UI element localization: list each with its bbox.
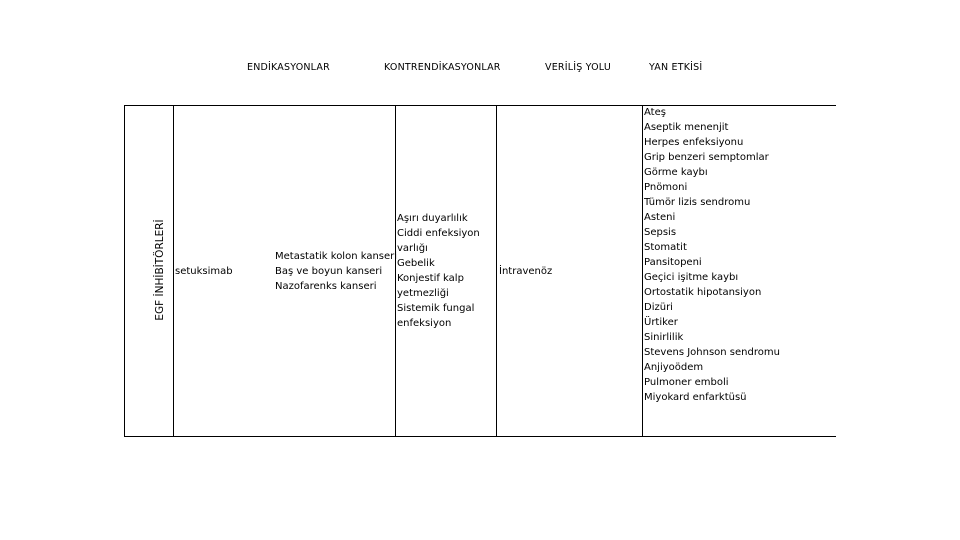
yan-etkisi-cell: [644, 105, 780, 405]
list-item: Görme kaybı: [644, 167, 708, 178]
verilis-yolu-cell: İntravenöz: [499, 266, 553, 277]
column-divider: [173, 106, 174, 436]
list-item: Asteni: [644, 212, 676, 223]
header-verilis-yolu: VERİLİŞ YOLU: [545, 62, 611, 73]
list-item: Nazofarenks kanseri: [275, 281, 377, 292]
list-item: Konjestif kalp: [397, 273, 464, 284]
list-item: Pulmoner emboli: [644, 377, 729, 388]
list-item: Ciddi enfeksiyon: [397, 228, 480, 239]
list-item: Ürtiker: [644, 317, 678, 328]
list-item: varlığı: [397, 243, 428, 254]
list-item: Herpes enfeksiyonu: [644, 137, 744, 148]
header-yan-etkisi: YAN ETKİSİ: [649, 62, 703, 73]
list-item: enfeksiyon: [397, 318, 452, 329]
list-item: Metastatik kolon kanseri: [275, 251, 398, 262]
list-item: Aşırı duyarlılık: [397, 213, 468, 224]
list-item: Sinirlilik: [644, 332, 684, 343]
list-item: Tümör lizis sendromu: [644, 197, 751, 208]
list-item: Ortostatik hipotansiyon: [644, 287, 762, 298]
list-item: Pansitopeni: [644, 257, 702, 268]
group-label: EGF İNHİBİTÖRLERİ: [154, 219, 166, 321]
list-item: Dizüri: [644, 302, 673, 313]
list-item: yetmezliği: [397, 288, 449, 299]
endikasyonlar-cell: [275, 249, 397, 294]
drug-name-cell: setuksimab: [175, 266, 233, 277]
kontrendikasyonlar-cell: [397, 211, 480, 331]
list-item: Miyokard enfarktüsü: [644, 392, 747, 403]
list-item: Aseptik menenjit: [644, 122, 729, 133]
list-item: Stomatit: [644, 242, 687, 253]
list-item: Sistemik fungal: [397, 303, 475, 314]
list-item: Pnömoni: [644, 182, 688, 193]
list-item: Sepsis: [644, 227, 677, 238]
list-item: Baş ve boyun kanseri: [275, 266, 383, 277]
list-item: Anjiyoödem: [644, 362, 704, 373]
header-kontrendikasyonlar: KONTRENDİKASYONLAR: [384, 62, 501, 73]
header-endikasyonlar: ENDİKASYONLAR: [247, 62, 330, 73]
column-divider: [496, 106, 497, 436]
list-item: Gebelik: [397, 258, 435, 269]
column-divider: [642, 106, 643, 436]
list-item: Stevens Johnson sendromu: [644, 347, 780, 358]
list-item: Grip benzeri semptomlar: [644, 152, 769, 163]
list-item: Geçici işitme kaybı: [644, 272, 739, 283]
list-item: Ateş: [644, 107, 666, 118]
